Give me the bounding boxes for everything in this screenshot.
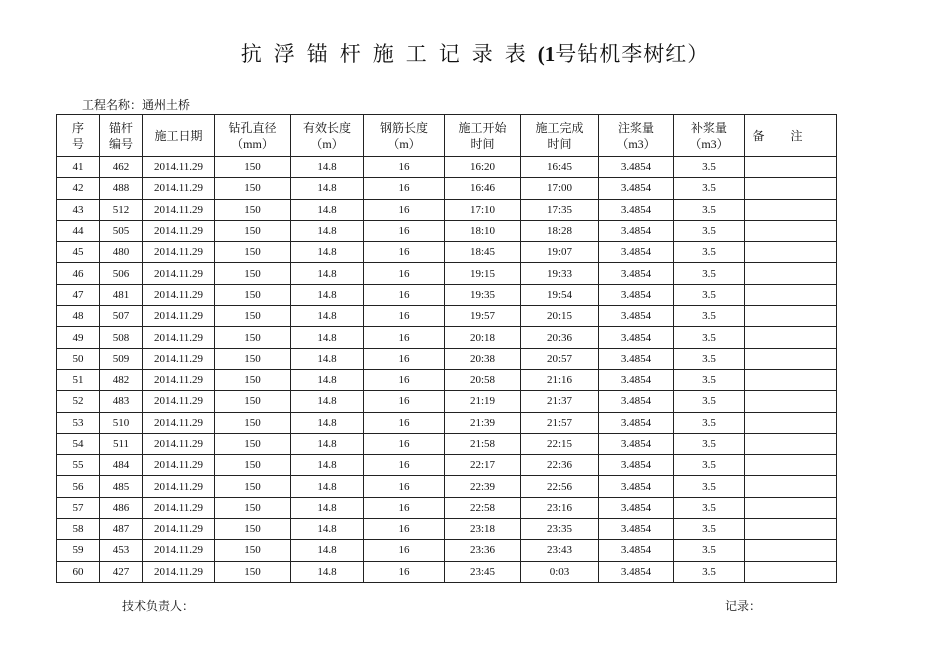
table-cell: 17:00 [521,178,599,199]
tech-lead-signature: 技术负责人： [122,599,195,613]
table-row [57,220,837,241]
column-header [521,115,599,157]
anchor-record-table [56,114,837,583]
table-cell: 20:18 [445,327,521,348]
table-cell: 3.4854 [599,327,674,348]
table-cell: 16 [364,220,445,241]
table-cell [745,433,837,454]
table-cell: 2014.11.29 [143,561,215,582]
table-cell: 16 [364,369,445,390]
table-cell: 14.8 [291,242,364,263]
table-cell: 19:35 [445,284,521,305]
table-cell: 20:15 [521,306,599,327]
table-cell: 2014.11.29 [143,199,215,220]
table-cell: 507 [100,306,143,327]
table-cell [745,455,837,476]
table-cell: 3.4854 [599,561,674,582]
table-cell: 16 [364,476,445,497]
table-cell: 150 [215,306,291,327]
table-cell: 3.4854 [599,242,674,263]
table-cell: 51 [57,369,100,390]
table-cell: 19:07 [521,242,599,263]
column-header-line2: 编号 [108,136,133,151]
table-cell: 3.4854 [599,263,674,284]
table-cell: 16 [364,348,445,369]
table-cell: 150 [215,561,291,582]
table-cell: 3.5 [674,455,745,476]
table-cell: 150 [215,391,291,412]
table-cell: 14.8 [291,412,364,433]
table-cell: 42 [57,178,100,199]
table-cell: 23:45 [445,561,521,582]
column-header-line1: 补浆量 [690,120,727,135]
table-cell: 150 [215,242,291,263]
table-cell: 512 [100,199,143,220]
table-cell: 14.8 [291,284,364,305]
table-cell [745,497,837,518]
table-cell [745,348,837,369]
column-header [215,115,291,157]
table-cell: 22:58 [445,497,521,518]
column-header-line2: （m） [310,136,344,151]
table-cell: 16:45 [521,157,599,178]
table-cell: 3.5 [674,199,745,220]
table-cell: 485 [100,476,143,497]
table-cell: 506 [100,263,143,284]
table-cell: 510 [100,412,143,433]
table-cell: 19:15 [445,263,521,284]
table-cell: 56 [57,476,100,497]
table-cell: 2014.11.29 [143,433,215,454]
table-cell: 23:43 [521,540,599,561]
table-cell: 14.8 [291,369,364,390]
table-cell: 16 [364,199,445,220]
column-header-line2: 时间 [547,136,572,151]
table-cell: 150 [215,476,291,497]
table-row [57,455,837,476]
table-cell: 3.5 [674,561,745,582]
table-cell: 22:39 [445,476,521,497]
table-cell: 2014.11.29 [143,476,215,497]
table-cell: 2014.11.29 [143,327,215,348]
table-cell: 150 [215,327,291,348]
table-row [57,242,837,263]
table-cell: 16 [364,306,445,327]
column-header [100,115,143,157]
table-cell: 14.8 [291,391,364,412]
table-cell: 14.8 [291,199,364,220]
table-cell: 150 [215,455,291,476]
column-header-line1: 钢筋长度 [379,120,428,135]
table-cell: 150 [215,284,291,305]
table-cell: 14.8 [291,348,364,369]
table-cell [745,284,837,305]
table-cell: 14.8 [291,561,364,582]
title-main: 抗浮锚杆施工记录表 [240,42,538,66]
table-cell: 2014.11.29 [143,455,215,476]
table-cell: 3.5 [674,178,745,199]
table-cell: 150 [215,412,291,433]
table-cell: 21:39 [445,412,521,433]
table-cell: 3.4854 [599,412,674,433]
table-cell: 3.4854 [599,199,674,220]
table-cell: 453 [100,540,143,561]
table-cell: 16 [364,263,445,284]
table-cell: 16 [364,391,445,412]
table-cell: 488 [100,178,143,199]
table-cell: 505 [100,220,143,241]
table-cell: 427 [100,561,143,582]
table-cell [745,178,837,199]
table-body [57,157,837,583]
table-cell: 2014.11.29 [143,391,215,412]
table-row [57,519,837,540]
table-cell: 14.8 [291,497,364,518]
column-header [745,115,837,157]
table-cell: 23:16 [521,497,599,518]
table-cell: 482 [100,369,143,390]
column-header-line2: 时间 [470,136,495,151]
table-cell: 150 [215,540,291,561]
table-cell: 150 [215,433,291,454]
table-cell: 3.5 [674,369,745,390]
table-cell: 23:36 [445,540,521,561]
table-cell: 16:20 [445,157,521,178]
table-cell: 59 [57,540,100,561]
table-cell [745,561,837,582]
table-cell: 3.4854 [599,306,674,327]
table-row [57,476,837,497]
table-cell [745,519,837,540]
table-cell: 483 [100,391,143,412]
document-title [0,38,950,68]
table-cell [745,412,837,433]
table-row [57,157,837,178]
table-cell: 21:19 [445,391,521,412]
table-row [57,306,837,327]
table-row [57,263,837,284]
table-cell: 41 [57,157,100,178]
table-cell: 481 [100,284,143,305]
table-cell: 3.5 [674,327,745,348]
table-header-row [57,115,837,157]
column-header [599,115,674,157]
column-header [291,115,364,157]
table-cell: 2014.11.29 [143,412,215,433]
table-cell: 20:36 [521,327,599,348]
table-cell: 44 [57,220,100,241]
table-cell: 3.4854 [599,369,674,390]
table-cell: 2014.11.29 [143,540,215,561]
title-drill-operator: 号钻机李树红） [555,42,710,66]
table-cell: 487 [100,519,143,540]
table-cell: 21:58 [445,433,521,454]
table-cell: 14.8 [291,540,364,561]
table-cell [745,540,837,561]
table-cell [745,369,837,390]
table-cell: 23:18 [445,519,521,540]
table-cell: 22:36 [521,455,599,476]
table-cell: 20:57 [521,348,599,369]
table-cell: 16 [364,561,445,582]
table-cell: 16 [364,412,445,433]
table-cell: 462 [100,157,143,178]
table-cell: 23:35 [521,519,599,540]
table-cell: 3.4854 [599,348,674,369]
table-cell: 18:10 [445,220,521,241]
column-header-line1: 备注 [752,128,829,143]
column-header-line1: 有效长度 [302,120,351,135]
project-label: 工程名称： [82,98,143,112]
column-header-line1: 注浆量 [617,120,654,135]
table-row [57,369,837,390]
table-cell: 3.4854 [599,476,674,497]
table-cell: 19:33 [521,263,599,284]
table-cell: 55 [57,455,100,476]
table-cell: 3.5 [674,306,745,327]
table-cell: 486 [100,497,143,518]
table-cell: 508 [100,327,143,348]
table-cell: 2014.11.29 [143,519,215,540]
table-cell: 3.5 [674,540,745,561]
table-cell: 43 [57,199,100,220]
table-cell [745,220,837,241]
project-name: 通州土桥 [142,98,191,112]
table-row [57,199,837,220]
column-header [674,115,745,157]
table-cell: 47 [57,284,100,305]
table-cell: 16:46 [445,178,521,199]
table-cell: 53 [57,412,100,433]
table-cell: 46 [57,263,100,284]
table-cell: 150 [215,369,291,390]
table-row [57,412,837,433]
table-cell: 14.8 [291,476,364,497]
table-cell: 484 [100,455,143,476]
column-header [364,115,445,157]
table-cell: 21:57 [521,412,599,433]
table-cell: 150 [215,220,291,241]
table-cell: 52 [57,391,100,412]
table-cell: 16 [364,284,445,305]
table-cell: 14.8 [291,327,364,348]
table-cell: 14.8 [291,433,364,454]
table-cell [745,327,837,348]
table-cell: 150 [215,178,291,199]
table-cell: 150 [215,199,291,220]
title-drill-number: (1 [537,42,556,66]
table-cell: 21:16 [521,369,599,390]
table-row [57,433,837,454]
table-cell: 54 [57,433,100,454]
table-cell: 3.4854 [599,433,674,454]
table-cell: 20:58 [445,369,521,390]
table-cell: 50 [57,348,100,369]
table-cell: 2014.11.29 [143,369,215,390]
table-cell: 60 [57,561,100,582]
table-cell [745,199,837,220]
table-cell: 16 [364,178,445,199]
table-cell: 3.4854 [599,540,674,561]
table-cell: 58 [57,519,100,540]
column-header-line2: （m3） [689,136,729,151]
table-cell: 3.4854 [599,284,674,305]
table-cell: 17:35 [521,199,599,220]
table-cell: 14.8 [291,157,364,178]
column-header-line1: 钻孔直径 [228,120,277,135]
table-cell: 3.5 [674,242,745,263]
recorder-signature: 记录： [725,599,762,613]
table-cell: 150 [215,157,291,178]
table-cell: 150 [215,519,291,540]
table-cell: 48 [57,306,100,327]
table-cell: 3.5 [674,519,745,540]
table-cell: 16 [364,455,445,476]
table-cell: 511 [100,433,143,454]
table-cell: 19:57 [445,306,521,327]
table-cell: 2014.11.29 [143,178,215,199]
table-cell: 14.8 [291,263,364,284]
table-cell: 2014.11.29 [143,242,215,263]
table-cell: 45 [57,242,100,263]
table-cell: 16 [364,157,445,178]
table-cell: 16 [364,242,445,263]
table-row [57,348,837,369]
table-cell: 2014.11.29 [143,220,215,241]
table-cell: 20:38 [445,348,521,369]
table-cell [745,242,837,263]
table-cell: 150 [215,348,291,369]
table-cell: 150 [215,497,291,518]
table-cell: 3.4854 [599,455,674,476]
column-header-line1: 施工完成 [535,120,584,135]
column-header-line2: （mm） [231,136,274,151]
table-cell: 49 [57,327,100,348]
table-cell: 22:15 [521,433,599,454]
table-row [57,284,837,305]
table-cell: 14.8 [291,220,364,241]
table-row [57,178,837,199]
table-cell: 16 [364,497,445,518]
table-cell: 19:54 [521,284,599,305]
table-cell: 3.5 [674,348,745,369]
column-header-line1: 锚杆 [108,120,133,135]
table-cell: 21:37 [521,391,599,412]
table-cell: 3.4854 [599,391,674,412]
table-cell: 2014.11.29 [143,157,215,178]
table-cell: 480 [100,242,143,263]
table-cell: 2014.11.29 [143,284,215,305]
table-cell: 3.5 [674,263,745,284]
table-cell: 150 [215,263,291,284]
table-cell: 14.8 [291,306,364,327]
table-cell: 57 [57,497,100,518]
table-cell [745,306,837,327]
table-cell: 2014.11.29 [143,348,215,369]
table-cell: 3.4854 [599,220,674,241]
table-cell: 3.5 [674,412,745,433]
table-cell: 509 [100,348,143,369]
table-cell: 16 [364,519,445,540]
column-header-line1: 序 [71,120,84,135]
table-cell: 22:56 [521,476,599,497]
table-cell: 3.5 [674,391,745,412]
column-header-line2: （m3） [616,136,656,151]
column-header [445,115,521,157]
table-cell: 16 [364,327,445,348]
table-cell [745,476,837,497]
column-header-line2: 号 [71,136,84,151]
table-row [57,391,837,412]
column-header [143,115,215,157]
table-row [57,561,837,582]
table-cell [745,157,837,178]
table-cell: 3.5 [674,220,745,241]
table-cell: 3.5 [674,433,745,454]
table-cell: 0:03 [521,561,599,582]
table-cell: 18:28 [521,220,599,241]
table-cell: 18:45 [445,242,521,263]
table-cell: 16 [364,433,445,454]
table-cell [745,263,837,284]
table-cell: 3.4854 [599,519,674,540]
table-cell: 14.8 [291,178,364,199]
table-cell: 3.4854 [599,497,674,518]
table-cell: 17:10 [445,199,521,220]
project-name-line [82,96,190,113]
table-cell: 2014.11.29 [143,263,215,284]
table-cell: 2014.11.29 [143,306,215,327]
table-row [57,497,837,518]
table-cell: 3.4854 [599,157,674,178]
column-header-line1: 施工日期 [154,128,203,143]
table-cell: 14.8 [291,455,364,476]
column-header-line2: （m） [387,136,421,151]
table-row [57,327,837,348]
table-cell: 2014.11.29 [143,497,215,518]
table-cell: 3.5 [674,284,745,305]
table-cell: 22:17 [445,455,521,476]
table-cell: 3.5 [674,157,745,178]
table-cell: 3.4854 [599,178,674,199]
table-cell: 3.5 [674,476,745,497]
column-header [57,115,100,157]
column-header-line1: 施工开始 [458,120,507,135]
table-row [57,540,837,561]
table-cell: 3.5 [674,497,745,518]
table-cell [745,391,837,412]
table-cell: 16 [364,540,445,561]
table-cell: 14.8 [291,519,364,540]
